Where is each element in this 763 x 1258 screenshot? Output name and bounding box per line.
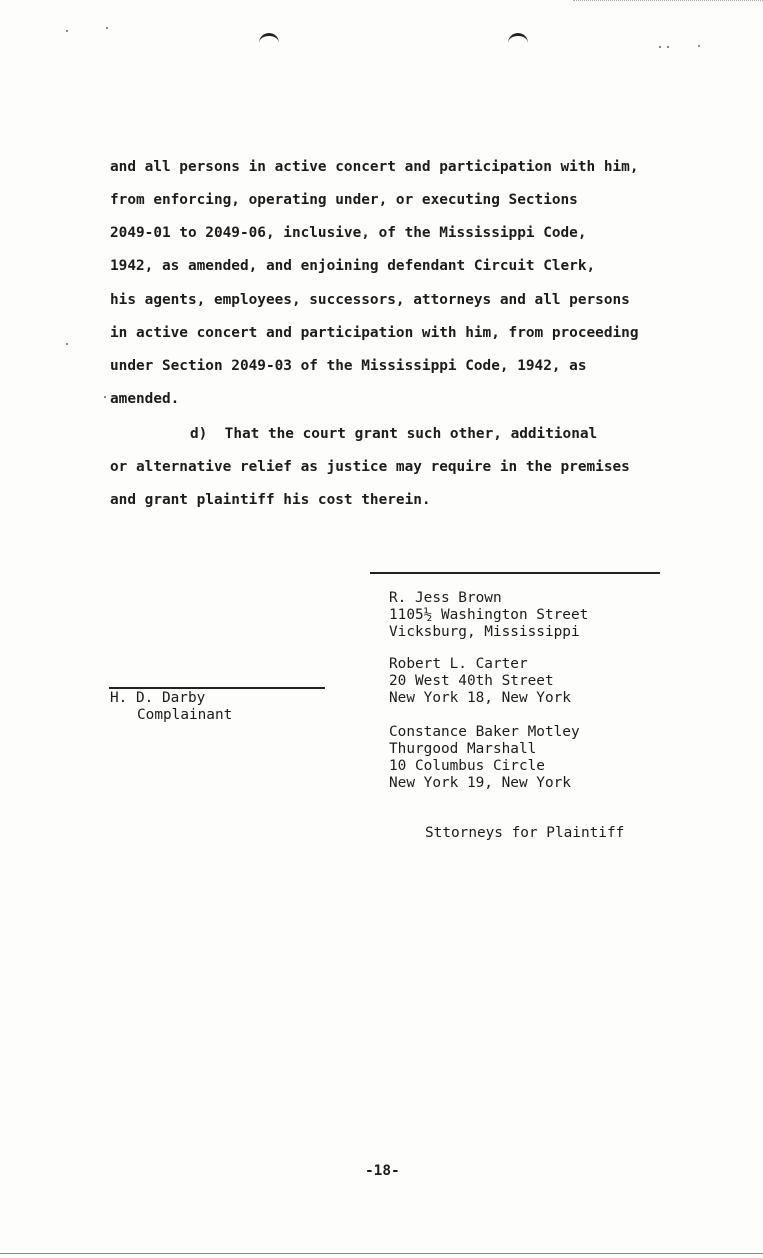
- scan-speck: [66, 343, 68, 345]
- attorney-name: Thurgood Marshall: [389, 741, 537, 757]
- body-line: 2049-01 to 2049-06, inclusive, of the Mississippi Code,: [110, 225, 587, 241]
- binding-hole-mark: [508, 33, 528, 46]
- body-line: in active concert and participation with him, from proceeding: [110, 325, 639, 341]
- scan-speck: [106, 27, 108, 29]
- body-line: and all persons in active concert and participation with him,: [110, 159, 639, 175]
- top-edge-dots: [573, 0, 763, 1]
- page-bottom-edge: [0, 1253, 763, 1254]
- scan-speck: [66, 30, 68, 32]
- attorney-city: New York 18, New York: [389, 690, 571, 706]
- complainant-signature-line: [109, 687, 325, 689]
- scan-speck: [698, 45, 700, 47]
- attorney-address: 1105½ Washington Street: [389, 607, 589, 623]
- body-line: from enforcing, operating under, or executing Sections: [110, 192, 578, 208]
- paragraph-d-line: and grant plaintiff his cost therein.: [110, 492, 431, 508]
- attorney-signature-line: [370, 572, 660, 574]
- binding-hole-mark: [259, 33, 279, 46]
- body-line: 1942, as amended, and enjoining defendant Circuit Clerk,: [110, 258, 596, 274]
- body-line: his agents, employees, successors, attorneys and all persons: [110, 292, 630, 308]
- body-line: under Section 2049-03 of the Mississippi Code, 1942, as: [110, 358, 587, 374]
- scan-speck: [104, 396, 106, 398]
- attorney-address: 10 Columbus Circle: [389, 758, 545, 774]
- page-number: -18-: [365, 1163, 400, 1179]
- attorney-address: 20 West 40th Street: [389, 673, 554, 689]
- attorney-name: Robert L. Carter: [389, 656, 528, 672]
- attorney-city: New York 19, New York: [389, 775, 571, 791]
- paragraph-d-line: or alternative relief as justice may require in the premises: [110, 459, 630, 475]
- attorney-city: Vicksburg, Mississippi: [389, 624, 580, 640]
- complainant-role: Complainant: [137, 707, 233, 723]
- body-line: amended.: [110, 391, 180, 407]
- attorney-name: R. Jess Brown: [389, 590, 502, 606]
- attorney-name: Constance Baker Motley: [389, 724, 580, 740]
- complainant-name: H. D. Darby: [110, 690, 206, 706]
- scan-speck: [659, 46, 661, 48]
- attorneys-for-plaintiff-label: Sttorneys for Plaintiff: [425, 825, 625, 841]
- paragraph-d-first-line: d) That the court grant such other, additional: [190, 426, 598, 442]
- scan-speck: [667, 46, 669, 48]
